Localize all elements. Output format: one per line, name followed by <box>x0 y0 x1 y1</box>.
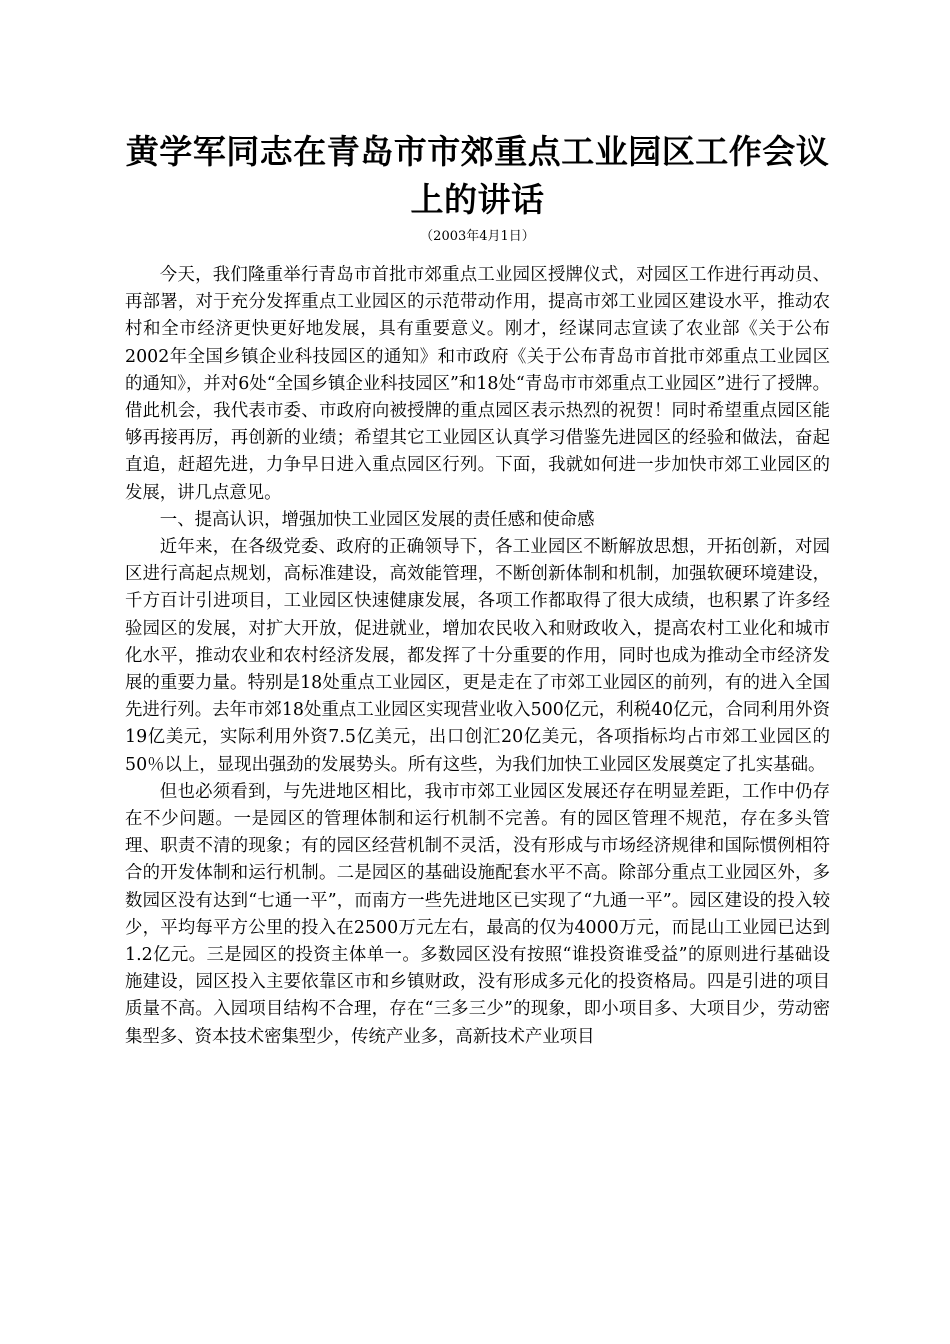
paragraph-achievements: 近年来，在各级党委、政府的正确领导下，各工业园区不断解放思想，开拓创新，对园区进行高起点规划，高标准建设，高效能管理，不断创新体制和机制，加强软硬环境建设，千方百计引进项目，工业园区快速健康发展，各项工作都取得了很大成绩，也积累了许多经验园区的发展，对扩大开放，促进就业，增加农民收入和财政收入，提高农村工业化和城市化水平，推动农业和农村经济发展，都发挥了十分重要的作用，同时也成为推动全市经济发展的重要力量。特别是18处重点工业园区，更是走在了市郊工业园区的前列，有的进入全国先进行列。去年市郊18处重点工业园区实现营业收入500亿元，利税40亿元，合同利用外资19亿美元，实际利用外资7.5亿美元，出口创汇20亿美元，各项指标均占市郊工业园区的50％以上，显现出强劲的发展势头。所有这些，为我们加快工业园区发展奠定了扎实基础。 <box>125 537 830 775</box>
paragraph-problems: 但也必须看到，与先进地区相比，我市市郊工业园区发展还存在明显差距，工作中仍存在不少问题。一是园区的管理体制和运行机制不完善。有的园区管理不规范，存在多头管理、职责不清的现象；有的园区经营机制不灵活，没有形成与市场经济规律和国际惯例相符合的开发体制和运行机制。二是园区的基础设施配套水平不高。除部分重点工业园区外，多数园区没有达到“七通一平”，而南方一些先进地区已实现了“九通一平”。园区建设的投入较少，平均每平方公里的投入在2500万元左右，最高的仅为4000万元，而昆山工业园已达到1.2亿元。三是园区的投资主体单一。多数园区没有按照“谁投资谁受益”的原则进行基础设施建设，园区投入主要依靠区市和乡镇财政，没有形成多元化的投资格局。四是引进的项目质量不高。入园项目结构不合理，存在“三多三少”的现象，即小项目多、大项目少，劳动密集型多、资本技术密集型少，传统产业多，高新技术产业项目 <box>125 781 830 1047</box>
document-title: 黄学军同志在青岛市市郊重点工业园区工作会议上的讲话 <box>125 132 830 219</box>
paragraph-intro: 今天，我们隆重举行青岛市首批市郊重点工业园区授牌仪式，对园区工作进行再动员、再部署，对于充分发挥重点工业园区的示范带动作用，提高市郊工业园区建设水平，推动农村和全市经济更快更好地发展，具有重要意义。刚才，经谋同志宣读了农业部《关于公布2002年全国乡镇企业科技园区的通知》和市政府《关于公布青岛市首批市郊重点工业园区的通知》，并对6处“全国乡镇企业科技园区”和18处“青岛市市郊重点工业园区”进行了授牌。借此机会，我代表市委、市政府向被授牌的重点园区表示热烈的祝贺！同时希望重点园区能够再接再厉，再创新的业绩；希望其它工业园区认真学习借鉴先进园区的经验和做法，奋起直追，赶超先进，力争早日进入重点园区行列。下面，我就如何进一步加快市郊工业园区的发展，讲几点意见。 <box>125 265 830 503</box>
document-page <box>125 128 830 1051</box>
document-body <box>125 262 830 1051</box>
section-heading-1: 一、提高认识，增强加快工业园区发展的责任感和使命感 <box>159 509 595 530</box>
document-date: （2003年4月1日） <box>420 229 535 244</box>
